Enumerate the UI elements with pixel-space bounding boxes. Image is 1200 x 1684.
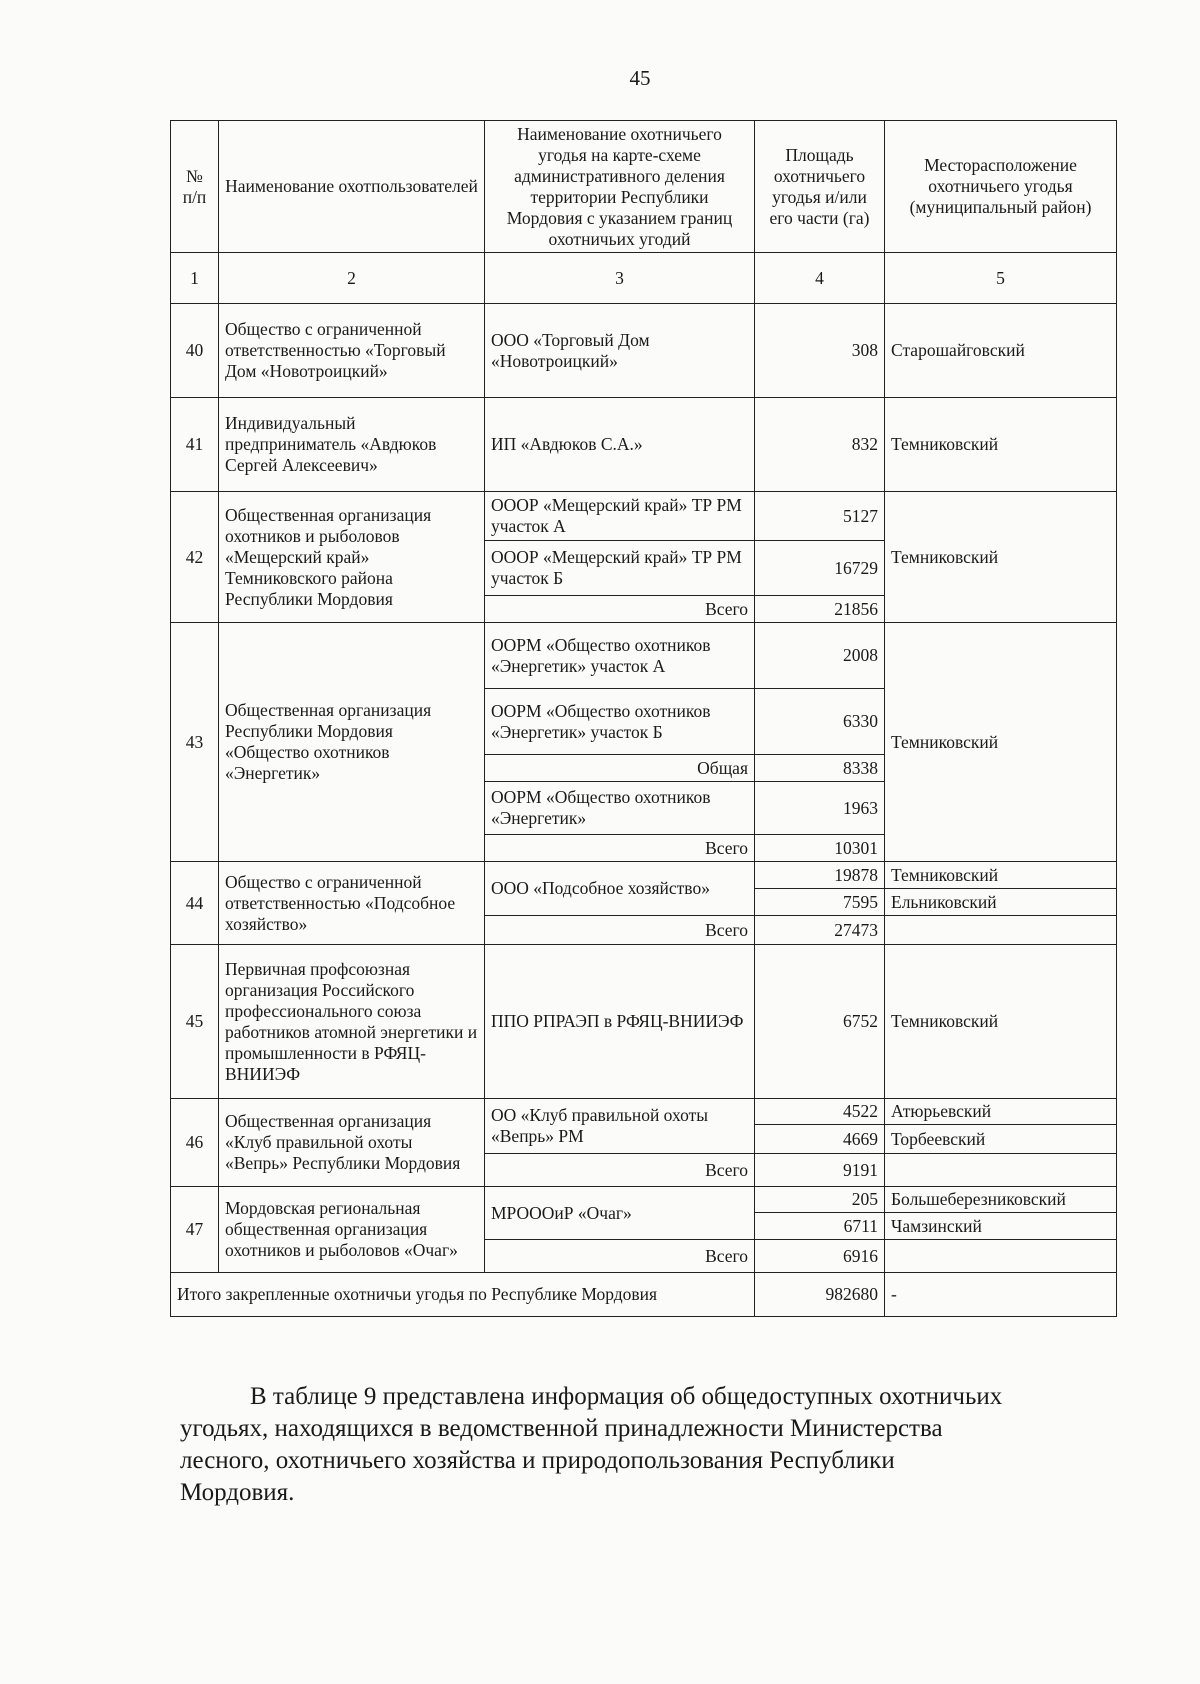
district: Темниковский	[885, 945, 1117, 1099]
ground-name: ООРМ «Общество охотников «Энергетик»	[485, 782, 755, 835]
row-number: 42	[171, 492, 219, 623]
common-value: 8338	[755, 755, 885, 782]
total-label: Всего	[485, 916, 755, 945]
hunting-user: Общественная организация охотников и рыболовов «Мещерский край» Темниковского района Республики Мордовия	[219, 492, 485, 623]
district: Чамзинский	[885, 1213, 1117, 1240]
total-value: 6916	[755, 1240, 885, 1273]
ground-name: ООРМ «Общество охотников «Энергетик» участок А	[485, 623, 755, 689]
grand-total-location: -	[885, 1273, 1117, 1317]
district: Темниковский	[885, 492, 1117, 623]
col-number: 4	[755, 253, 885, 304]
district: Торбеевский	[885, 1125, 1117, 1154]
total-label: Всего	[485, 1154, 755, 1187]
row-number: 47	[171, 1187, 219, 1273]
table-row	[171, 1187, 1117, 1213]
total-value: 10301	[755, 835, 885, 862]
district: Темниковский	[885, 398, 1117, 492]
district: Большеберезниковский	[885, 1187, 1117, 1213]
table-row	[171, 945, 1117, 1099]
area-value: 832	[755, 398, 885, 492]
column-numbers-row	[171, 253, 1117, 304]
col-number: 2	[219, 253, 485, 304]
table-row	[171, 623, 1117, 689]
ground-name: ООРМ «Общество охотников «Энергетик» участок Б	[485, 689, 755, 755]
area-value: 2008	[755, 623, 885, 689]
paragraph-line: угодьях, находящихся в ведомственной принадлежности Министерства	[180, 1415, 943, 1442]
hunting-user: Индивидуальный предприниматель «Авдюков Сергей Алексеевич»	[219, 398, 485, 492]
table-row	[171, 398, 1117, 492]
row-number: 40	[171, 304, 219, 398]
ground-name: ИП «Авдюков С.А.»	[485, 398, 755, 492]
col-number: 5	[885, 253, 1117, 304]
empty-cell	[885, 1240, 1117, 1273]
table-row	[171, 862, 1117, 889]
district: Ельниковский	[885, 889, 1117, 916]
empty-cell	[885, 916, 1117, 945]
hunting-user: Общество с ограниченной ответственностью «Торговый Дом «Новотроицкий»	[219, 304, 485, 398]
paragraph-line: Мордовия.	[180, 1479, 295, 1506]
grand-total-row	[171, 1273, 1117, 1317]
header-user: Наименование охотпользователей	[219, 121, 485, 253]
district: Атюрьевский	[885, 1099, 1117, 1125]
area-value: 16729	[755, 541, 885, 596]
header-location: Месторасположение охотничьего угодья (муниципальный район)	[885, 121, 1117, 253]
header-map-name: Наименование охотничьего угодья на карте-схеме административного деления территории Республики Мордовия с указанием границ охотничьих угодий	[485, 121, 755, 253]
ground-name: ОООР «Мещерский край» ТР РМ участок Б	[485, 541, 755, 596]
hunting-user: Общество с ограниченной ответственностью «Подсобное хозяйство»	[219, 862, 485, 945]
total-value: 21856	[755, 596, 885, 623]
district: Темниковский	[885, 623, 1117, 862]
area-value: 6330	[755, 689, 885, 755]
hunting-user: Мордовская региональная общественная организация охотников и рыболовов «Очаг»	[219, 1187, 485, 1273]
row-number: 43	[171, 623, 219, 862]
common-label: Общая	[485, 755, 755, 782]
ground-name: ООО «Торговый Дом «Новотроицкий»	[485, 304, 755, 398]
ground-name: ППО РПРАЭП в РФЯЦ-ВНИИЭФ	[485, 945, 755, 1099]
area-value: 6752	[755, 945, 885, 1099]
row-number: 45	[171, 945, 219, 1099]
area-value: 4669	[755, 1125, 885, 1154]
footer-paragraph	[180, 1381, 1123, 1509]
area-value: 19878	[755, 862, 885, 889]
hunting-grounds-table	[170, 120, 1117, 1317]
hunting-user: Общественная организация «Клуб правильной охоты «Вепрь» Республики Мордовия	[219, 1099, 485, 1187]
page-number: 45	[629, 66, 651, 90]
header-row	[171, 121, 1117, 253]
area-value: 205	[755, 1187, 885, 1213]
area-value: 308	[755, 304, 885, 398]
header-num: № п/п	[171, 121, 219, 253]
area-value: 6711	[755, 1213, 885, 1240]
ground-name: ОО «Клуб правильной охоты «Вепрь» РМ	[485, 1099, 755, 1154]
total-label: Всего	[485, 596, 755, 623]
grand-total-value: 982680	[755, 1273, 885, 1317]
col-number: 3	[485, 253, 755, 304]
area-value: 7595	[755, 889, 885, 916]
ground-name: ООО «Подсобное хозяйство»	[485, 862, 755, 916]
paragraph-line: лесного, охотничьего хозяйства и природопользования Республики	[180, 1447, 895, 1474]
header-area: Площадь охотничьего угодья и/или его части (га)	[755, 121, 885, 253]
table-row	[171, 492, 1117, 541]
row-number: 46	[171, 1099, 219, 1187]
paragraph-line: В таблице 9 представлена информация об общедоступных охотничьих	[250, 1383, 1003, 1410]
district: Старошайговский	[885, 304, 1117, 398]
district: Темниковский	[885, 862, 1117, 889]
table-row	[171, 304, 1117, 398]
row-number: 44	[171, 862, 219, 945]
empty-cell	[885, 1154, 1117, 1187]
grand-total-label: Итого закрепленные охотничьи угодья по Республике Мордовия	[171, 1273, 755, 1317]
hunting-user: Первичная профсоюзная организация Российского профессионального союза работников атомной энергетики и промышленности в РФЯЦ-ВНИИЭФ	[219, 945, 485, 1099]
col-number: 1	[171, 253, 219, 304]
total-value: 27473	[755, 916, 885, 945]
hunting-user: Общественная организация Республики Мордовия «Общество охотников «Энергетик»	[219, 623, 485, 862]
table-row	[171, 1099, 1117, 1125]
total-value: 9191	[755, 1154, 885, 1187]
area-value: 4522	[755, 1099, 885, 1125]
ground-name: ОООР «Мещерский край» ТР РМ участок А	[485, 492, 755, 541]
area-value: 1963	[755, 782, 885, 835]
area-value: 5127	[755, 492, 885, 541]
total-label: Всего	[485, 835, 755, 862]
ground-name: МРОООиР «Очаг»	[485, 1187, 755, 1240]
row-number: 41	[171, 398, 219, 492]
total-label: Всего	[485, 1240, 755, 1273]
